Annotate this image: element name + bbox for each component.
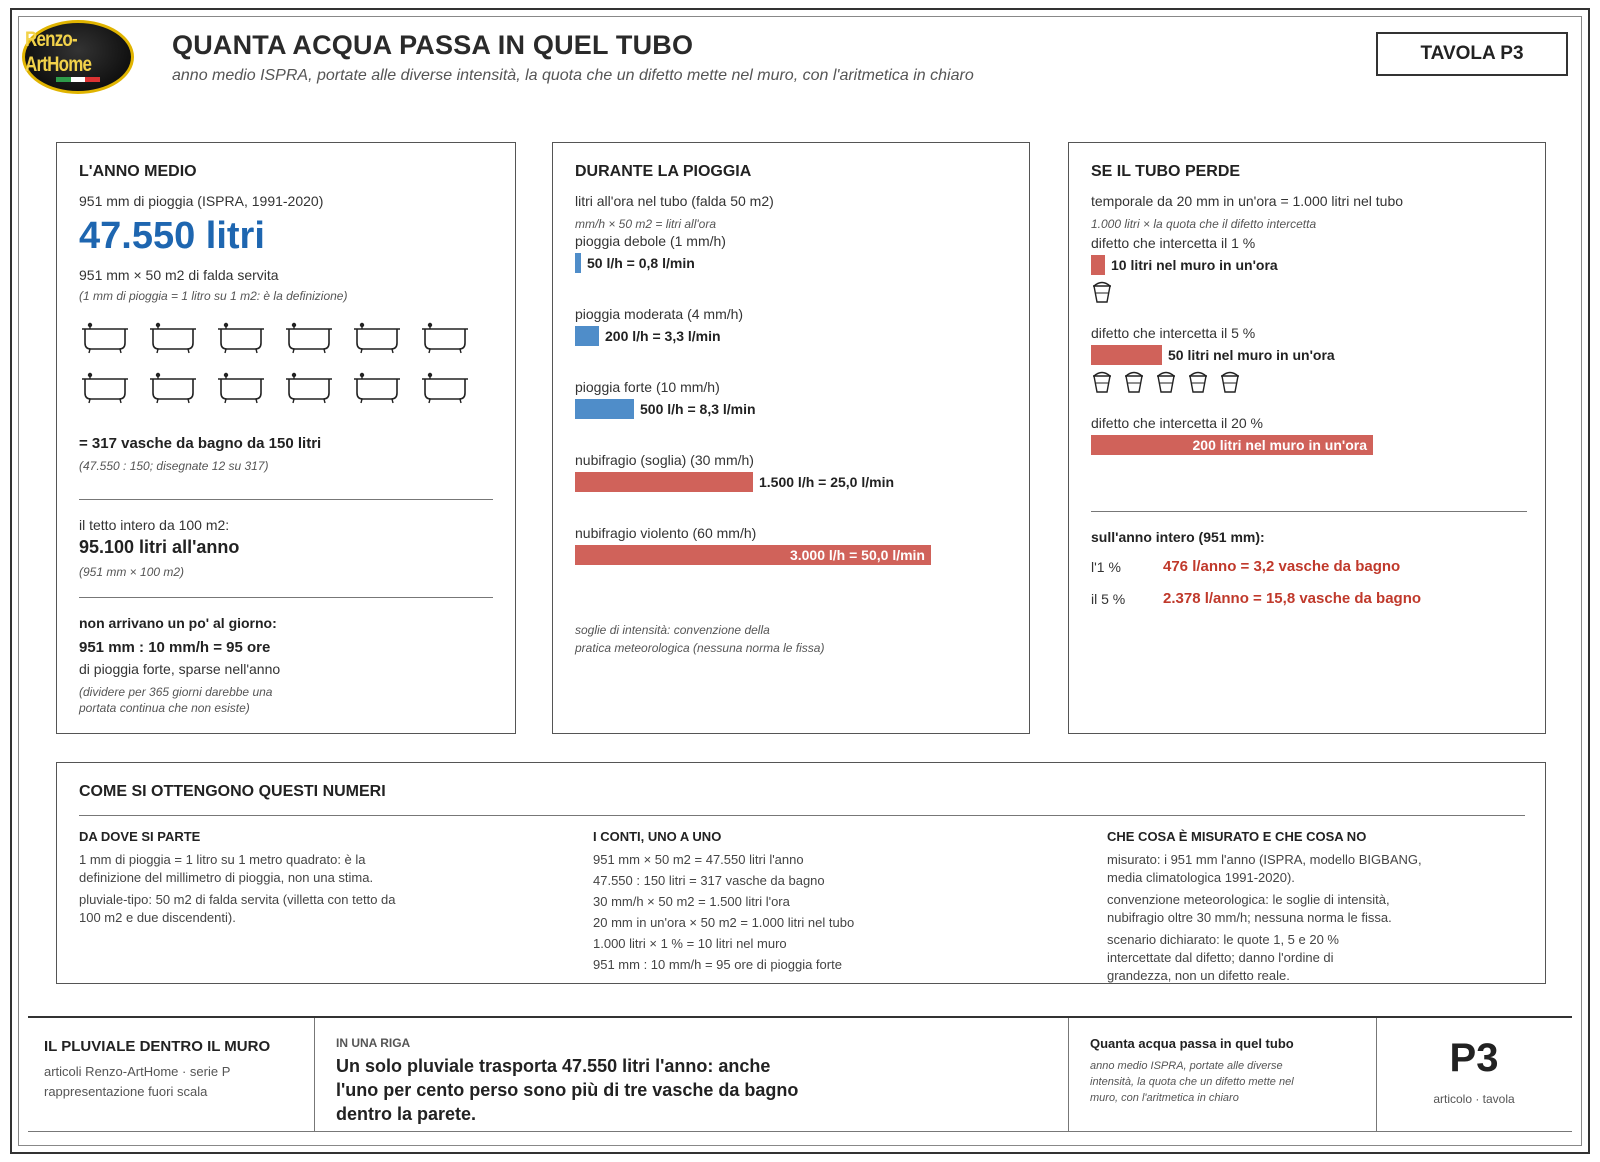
col-heading-misurato: CHE COSA È MISURATO E CHE COSA NO [1107,829,1367,844]
year-value-2: 2.378 l/anno = 15,8 vasche da bagno [1163,590,1422,607]
misurato-line: intercettate dal difetto; danno l'ordine di [1107,950,1334,965]
riga-text: dentro la parete. [336,1104,477,1124]
panel-title: DURANTE LA PIOGGIA [575,163,752,180]
bucket-icon [1091,279,1113,305]
divider [1091,511,1527,512]
bucket-icon [1155,369,1177,395]
misurato-line: scenario dichiarato: le quote 1, 5 e 20 % [1107,932,1339,947]
intensity-label: nubifragio (soglia) (30 mm/h) [575,452,754,468]
leak-value: 50 litri nel muro in un'ora [1168,347,1335,363]
year-title: sull'anno intero (951 mm): [1091,529,1265,545]
rain-total: 951 mm di pioggia (ISPRA, 1991-2020) [79,193,324,209]
intensity-label: pioggia forte (10 mm/h) [575,379,720,395]
bathtub-icon [149,319,197,355]
bucket-icon [1219,369,1241,395]
panel-subtitle: litri all'ora nel tubo (falda 50 m2) [575,193,774,209]
panel-durante-pioggia [552,142,1030,734]
panel-title: L'ANNO MEDIO [79,163,197,180]
roof-value: 95.100 litri all'anno [79,537,240,557]
conti-line: 951 mm : 10 mm/h = 95 ore di pioggia forte [593,957,842,972]
origine-line: 100 m2 e due discendenti). [79,910,236,925]
divider [314,1018,315,1132]
formula-note: mm/h × 50 m2 = litri all'ora [575,217,717,231]
misurato-line: media climatologica 1991-2020). [1107,870,1295,885]
ref-line: anno medio ISPRA, portate alle diverse [1090,1060,1283,1072]
misurato-line: nubifragio oltre 30 mm/h; nessuna norma le fissa. [1107,910,1392,925]
year-pct-1: l'1 % [1091,559,1121,575]
leak-label: difetto che intercetta il 5 % [1091,325,1256,341]
conti-line: 951 mm × 50 m2 = 47.550 litri l'anno [593,852,804,867]
divider [1068,1018,1069,1132]
bathtub-icon [353,319,401,355]
bathtub-note: (47.550 : 150; disegnate 12 su 317) [79,459,269,473]
day-label: non arrivano un po' al giorno: [79,615,277,631]
bathtub-icon [81,369,129,405]
series-line: articoli Renzo-ArtHome · serie P [44,1064,231,1079]
riga-text: l'uno per cento perso sono più di tre vasche da bagno [336,1080,799,1100]
divider [79,597,493,598]
ref-line: muro, con l'aritmetica in chiaro [1090,1092,1239,1104]
tavola-badge: TAVOLA P3 [1376,32,1568,76]
formula-note: 1.000 litri × la quota che il difetto intercetta [1091,217,1317,231]
leak-bar [1091,345,1162,365]
liters-formula: 951 mm × 50 m2 di falda servita [79,267,279,283]
bathtub-icon [285,319,333,355]
flow-bar [575,472,753,492]
panel-anno-medio [56,142,516,734]
flow-value: 500 l/h = 8,3 l/min [640,401,756,417]
origine-line: 1 mm di pioggia = 1 litro su 1 metro quadrato: è la [79,852,366,867]
panel-tubo-perde [1068,142,1546,734]
annual-liters: 47.550 litri [79,215,265,257]
leak-label: difetto che intercetta il 20 % [1091,415,1263,431]
flow-bar-list [553,143,1031,623]
roof-note: (951 mm × 100 m2) [79,565,185,579]
leak-value: 10 litri nel muro in un'ora [1111,257,1278,273]
bathtub-icon [353,369,401,405]
flow-bar [575,399,634,419]
series-title: IL PLUVIALE DENTRO IL MURO [44,1038,271,1055]
definition-note: (1 mm di pioggia = 1 litro su 1 m2: è la definizione) [79,289,348,303]
bathtub-icon [421,319,469,355]
panel-metodo [56,762,1546,984]
panel-title: SE IL TUBO PERDE [1091,163,1241,180]
bathtub-icon [217,369,265,405]
flow-bar [575,253,581,273]
ref-title: Quanta acqua passa in quel tubo [1090,1036,1294,1051]
conti-line: 20 mm in un'ora × 50 m2 = 1.000 litri nel tubo [593,915,855,930]
bathtub-icon [149,369,197,405]
misurato-line: convenzione meteorologica: le soglie di intensità, [1107,892,1390,907]
divider [79,499,493,500]
bucket-icon [1123,369,1145,395]
bathtub-icon [285,369,333,405]
flow-value: 3.000 l/h = 50,0 l/min [789,547,925,563]
threshold-note-line2: pratica meteorologica (nessuna norma le fissa) [575,641,825,655]
flow-bar [575,326,599,346]
col-heading-conti: I CONTI, UNO A UNO [593,829,722,844]
leak-bar-list [1069,143,1547,483]
riga-text: Un solo pluviale trasporta 47.550 litri l'anno: anche [336,1056,771,1076]
intensity-label: pioggia debole (1 mm/h) [575,233,726,249]
bucket-icon [1187,369,1209,395]
ref-line: intensità, la quota che un difetto mette nel [1090,1076,1294,1088]
bathtub-icon [81,319,129,355]
origine-line: pluviale-tipo: 50 m2 di falda servita (villetta con tetto da [79,892,396,907]
conti-line: 47.550 : 150 litri = 317 vasche da bagno [593,873,825,888]
riga-label: IN UNA RIGA [336,1036,411,1050]
title-block [28,1016,1572,1132]
series-line: rappresentazione fuori scala [44,1084,208,1099]
col-heading-origine: DA DOVE SI PARTE [79,829,201,844]
hours-text: di pioggia forte, sparse nell'anno [79,661,281,677]
leak-label: difetto che intercetta il 1 % [1091,235,1256,251]
panel-title: COME SI OTTENGONO QUESTI NUMERI [79,783,386,800]
brand-logo [22,20,134,94]
misurato-line: misurato: i 951 mm l'anno (ISPRA, modello BIGBANG, [1107,852,1422,867]
flow-value: 50 l/h = 0,8 l/min [587,255,695,271]
flow-value: 200 l/h = 3,3 l/min [605,328,721,344]
article-code-label: articolo · tavola [1433,1092,1515,1106]
conti-line: 1.000 litri × 1 % = 10 litri nel muro [593,936,787,951]
threshold-note-line1: soglie di intensità: convenzione della [575,623,770,637]
intensity-label: pioggia moderata (4 mm/h) [575,306,744,322]
leak-value: 200 litri nel muro in un'ora [1192,437,1367,453]
flag-icon [56,77,100,82]
bathtub-icon [421,369,469,405]
article-code: P3 [1449,1036,1499,1080]
hours-note-line2: portata continua che non esiste) [79,701,250,715]
bathtub-equivalent: = 317 vasche da bagno da 150 litri [79,435,322,452]
origine-line: definizione del millimetro di pioggia, non una stima. [79,870,374,885]
bathtub-grid [81,319,501,415]
bathtub-icon [217,319,265,355]
flow-value: 1.500 l/h = 25,0 l/min [759,474,895,490]
roof-label: il tetto intero da 100 m2: [79,517,230,533]
intensity-label: nubifragio violento (60 mm/h) [575,525,757,541]
logo-text: Renzo-ArtHome [25,27,92,76]
year-pct-2: il 5 % [1091,591,1126,607]
leak-bar [1091,255,1105,275]
hours-note-line1: (dividere per 365 giorni darebbe una [79,685,273,699]
hours-value: 951 mm : 10 mm/h = 95 ore [79,639,271,656]
misurato-line: grandezza, non un difetto reale. [1107,968,1290,983]
divider [79,815,1525,816]
conti-line: 30 mm/h × 50 m2 = 1.500 litri l'ora [593,894,790,909]
year-value-1: 476 l/anno = 3,2 vasche da bagno [1163,558,1401,575]
panel-subtitle: temporale da 20 mm in un'ora = 1.000 litri nel tubo [1091,193,1404,209]
bucket-icon [1091,369,1113,395]
page-title: QUANTA ACQUA PASSA IN QUEL TUBO [172,30,694,60]
page-subtitle: anno medio ISPRA, portate alle diverse intensità, la quota che un difetto mette nel muro, con l'aritmetica in chiaro [172,67,974,84]
